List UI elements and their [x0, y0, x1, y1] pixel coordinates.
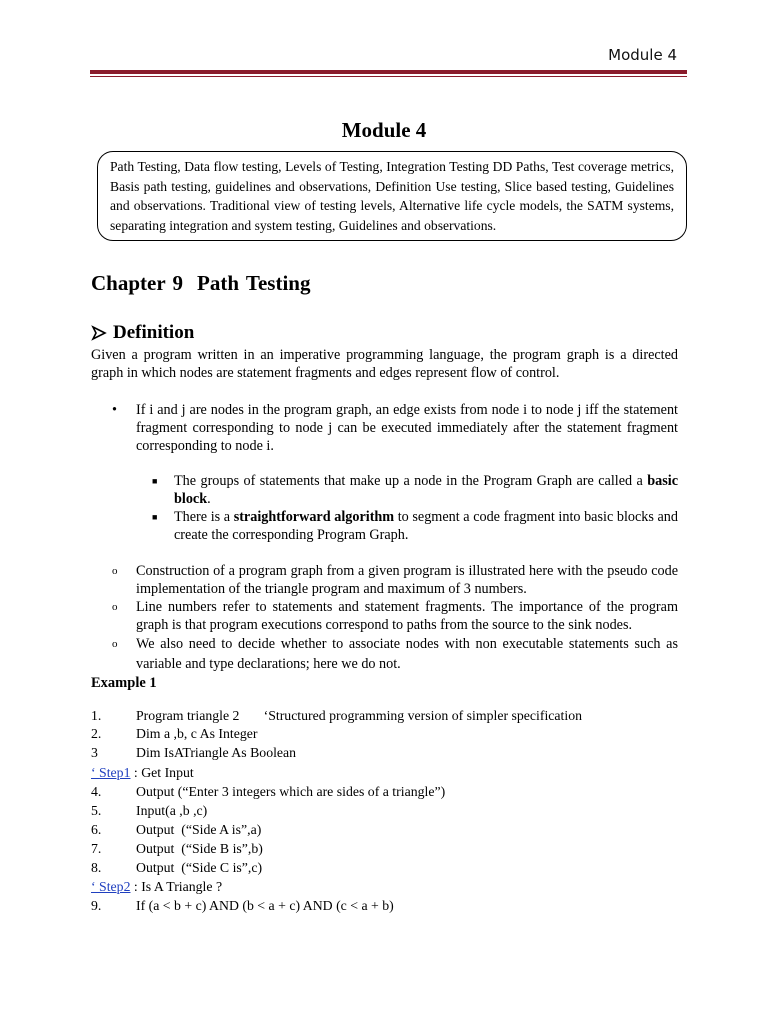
code-line: 1. Program triangle 2 ‘Structured programming version of simpler specification — [91, 708, 582, 723]
code-line: 7. Output (“Side B is”,b) — [91, 841, 263, 856]
sub-bullet-list — [152, 472, 678, 544]
square-bullet-icon: ■ — [152, 512, 158, 522]
chapter-heading — [91, 271, 310, 296]
circle-bullet-icon: o — [112, 601, 118, 613]
circle-bullet-icon: o — [112, 638, 118, 650]
bullet-dot-icon: • — [112, 402, 117, 418]
circle-bullet-icon: o — [112, 565, 118, 577]
step2-link[interactable]: ‘ Step2 — [91, 879, 131, 894]
list-item — [112, 401, 678, 455]
list-item: o Line numbers refer to statements and statement fragments. The importance of the program graph is that program executions correspond to paths from the source to the sink nodes. — [112, 599, 678, 633]
example-heading: Example 1 — [91, 675, 157, 691]
chapter-number: Chapter 9 — [91, 271, 184, 295]
square-bullet-icon: ■ — [152, 476, 158, 486]
arrow-right-icon — [91, 325, 107, 341]
list-item: o We also need to decide whether to associate nodes with non executable statements such as variable and type declarations; here we do not. — [112, 636, 678, 672]
code-line: 3 Dim IsATriangle As Boolean — [91, 745, 297, 760]
summary-text: Path Testing, Data flow testing, Levels of Testing, Integration Testing DD Paths, Test coverage metrics, Basis path testing, guidelines and observations, Definition Use testing, Slice based testing, Guidelines and observations. Traditional view of testing levels, Alternative life cycle models, the SATM systems, separating integration and system testing, Guidelines and observations. — [110, 159, 674, 233]
bullet-text: If i and j are nodes in the program graph, an edge exists from node i to node j iff the statement fragment corresponding to node j can be executed immediately after the statement fragment corresponding to node i. — [136, 402, 678, 454]
code-line: 4. Output (“Enter 3 integers which are sides of a triangle”) — [91, 784, 446, 799]
bullet-list — [112, 401, 678, 455]
running-header: Module 4 — [608, 46, 677, 64]
code-line: 6. Output (“Side A is”,a) — [91, 822, 262, 837]
code-line: 5. Input(a ,b ,c) — [91, 803, 208, 818]
code-comment-step1: ‘ Step1 : Get Input — [91, 765, 194, 780]
definition-title: Definition — [113, 322, 195, 343]
circle-list — [112, 562, 678, 674]
step1-link[interactable]: Step1 — [99, 765, 131, 780]
header-rule-thick — [90, 70, 687, 74]
summary-box — [97, 151, 687, 241]
code-line: 9. If (a < b + c) AND (b < a + c) AND (c < a + b) — [91, 898, 394, 913]
code-comment-step2: ‘ Step2 : Is A Triangle ? — [91, 879, 223, 894]
page-title: Module 4 — [341, 118, 427, 142]
definition-paragraph: Given a program written in an imperative programming language, the program graph is a directed graph in which nodes are statement fragments and edges represent flow of control. — [91, 347, 678, 381]
list-item: ■ There is a straightforward algorithm to segment a code fragment into basic blocks and create the corresponding Program Graph. — [152, 509, 678, 543]
code-line: 2. Dim a ,b, c As Integer — [91, 726, 258, 741]
list-item: ■ The groups of statements that make up a node in the Program Graph are called a basic block. — [152, 473, 678, 507]
list-item: o Construction of a program graph from a given program is illustrated here with the pseudo code implementation of the triangle program and maximum of 3 numbers. — [112, 563, 678, 597]
chapter-title: Path Testing — [197, 271, 311, 295]
code-line: 8. Output (“Side C is”,c) — [91, 860, 263, 875]
header-rule-thin — [90, 76, 687, 77]
definition-heading — [91, 322, 194, 344]
